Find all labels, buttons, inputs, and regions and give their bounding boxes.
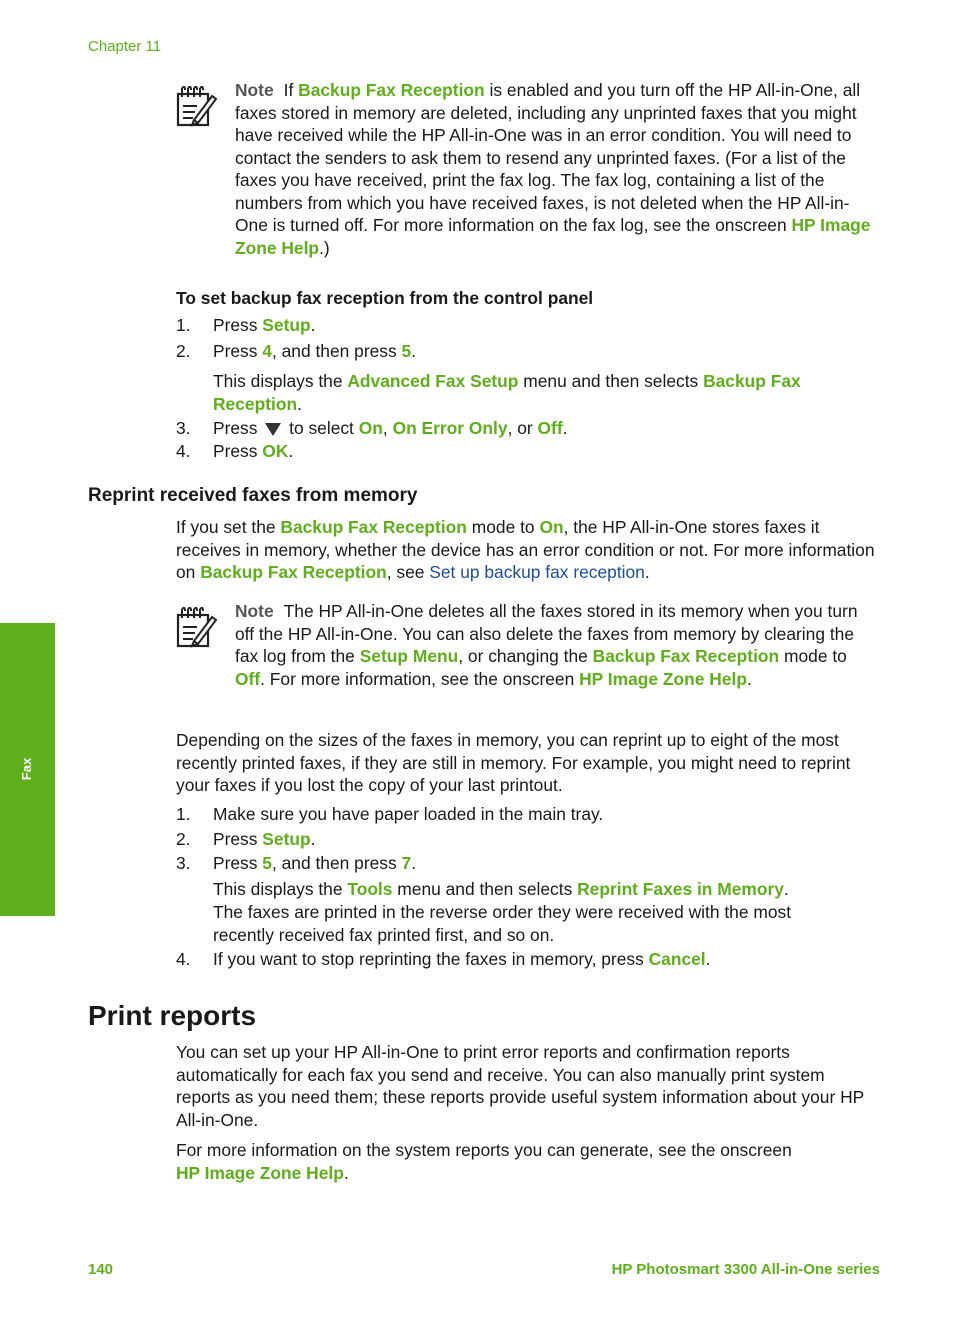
section-heading-reprint: Reprint received faxes from memory <box>88 485 418 506</box>
step-text: menu and then selects <box>392 878 578 899</box>
step-text: . <box>411 340 417 361</box>
step-text: . <box>297 393 302 414</box>
key-term: 4 <box>262 340 272 361</box>
key-term: OK <box>262 440 289 461</box>
note-text: .) <box>319 237 330 258</box>
para-text: For more information on the system reports you can generate, see the onscreen <box>176 1140 792 1160</box>
step-item <box>176 314 876 337</box>
step-detail <box>213 878 843 901</box>
step-number: 1. <box>176 804 191 824</box>
note-pad-icon <box>176 605 218 649</box>
option-term: Off <box>235 668 261 689</box>
step-item <box>176 340 876 416</box>
backup-steps <box>176 314 876 462</box>
procedure-heading: To set backup fax reception from the control panel <box>176 288 594 308</box>
step-text: Press <box>213 418 263 438</box>
page-number: 140 <box>88 1261 114 1278</box>
step-text: . <box>562 418 568 438</box>
step-number: 4. <box>176 440 191 461</box>
step-item <box>176 417 876 440</box>
step-item <box>176 440 876 463</box>
footer-title: HP Photosmart 3300 All-in-One series <box>611 1261 880 1278</box>
para-text: , the HP All-in-One stores faxes it receives in memory, whether the device has an error condition or not. For more information on <box>176 517 875 582</box>
key-term: 7 <box>401 853 412 873</box>
note-text: , or changing the <box>458 646 593 666</box>
para-text: . <box>644 562 650 582</box>
para-text: mode to <box>466 517 540 537</box>
print-reports-more-info <box>176 1139 876 1184</box>
help-term: HP Image Zone Help <box>235 215 871 258</box>
note-text: mode to <box>779 646 847 666</box>
step-text: This displays the <box>213 371 348 391</box>
step-number: 2. <box>176 340 191 361</box>
para-text: . <box>343 1162 349 1183</box>
chapter-label: Chapter 11 <box>88 38 162 55</box>
note-pad-icon <box>176 84 218 128</box>
step-text: Press <box>213 828 263 849</box>
key-term: Setup <box>262 828 311 849</box>
step-text: , <box>382 418 393 438</box>
menu-term: Reprint Faxes in Memory <box>577 878 784 899</box>
step-text: . <box>705 949 711 969</box>
step-text: Press <box>213 315 263 335</box>
note-text: If <box>283 80 299 100</box>
note-text: The HP All-in-One deletes all the faxes stored in its memory when you turn off the HP All-in-One. You can also delete the faxes from memory by clearing the fax log from the <box>235 601 858 666</box>
step-number: 3. <box>176 418 191 438</box>
menu-term: Tools <box>347 878 393 899</box>
menu-term: Backup Fax Reception <box>298 80 485 100</box>
menu-term: Advanced Fax Setup <box>347 371 519 391</box>
key-term: Cancel <box>648 949 706 969</box>
step-text: , and then press <box>271 853 402 873</box>
step-text: Press <box>213 853 263 873</box>
key-term: 5 <box>401 340 412 361</box>
step-text: Press <box>213 340 263 361</box>
reprint-intro <box>176 516 876 584</box>
side-tab-label: Fax <box>18 757 34 781</box>
step-text: , and then press <box>271 340 402 361</box>
para-text: If you set the <box>176 517 281 537</box>
step-number: 1. <box>176 315 191 335</box>
option-term: On <box>539 517 564 537</box>
option-term: Off <box>537 418 563 438</box>
option-term: On <box>358 418 383 438</box>
note-text: . For more information, see the onscreen <box>260 668 580 689</box>
link-setup-backup[interactable]: Set up backup fax reception <box>429 562 645 582</box>
note-label: Note <box>235 601 274 621</box>
step-text: Make sure you have paper loaded in the main tray. <box>213 804 604 824</box>
note-text: is enabled and you turn off the HP All-in-One, all faxes stored in memory are deleted, including any unprinted faxes that you might have received while the HP All-in-One was in an error condition. You will need to contact the senders to ask them to resend any unprinted faxes. (For a list of the faxes you have received, print the fax log. The fax log, containing a list of the numbers from which you have received faxes, is not deleted when the HP All-in-One is turned off. For more information on the fax log, see the onscreen <box>235 80 861 235</box>
reprint-steps <box>176 803 876 971</box>
menu-term: Setup Menu <box>359 646 459 666</box>
note-backup-reception <box>235 79 880 259</box>
step-number: 2. <box>176 828 191 849</box>
step-text: Press <box>213 440 263 461</box>
step-text: . <box>310 315 316 335</box>
para-text: , see <box>386 562 430 582</box>
step-number: 3. <box>176 853 191 873</box>
step-item <box>176 803 876 826</box>
step-text: menu and then selects <box>518 371 704 391</box>
key-term: Setup <box>262 315 311 335</box>
note-delete-memory <box>235 600 870 690</box>
step-detail <box>213 370 843 415</box>
step-text: , or <box>507 418 538 438</box>
menu-term: Backup Fax Reception <box>200 562 387 582</box>
option-term: On Error Only <box>392 418 508 438</box>
step-text: . <box>288 440 294 461</box>
down-arrow-icon <box>265 423 281 436</box>
key-term: 5 <box>262 853 272 873</box>
step-number: 4. <box>176 949 191 969</box>
menu-term: Backup Fax Reception <box>213 371 801 414</box>
menu-term: Backup Fax Reception <box>592 646 780 666</box>
step-text: to select <box>284 418 359 438</box>
step-item <box>176 852 876 946</box>
step-detail: The faxes are printed in the reverse order they were received with the most recently received fax printed first, and so on. <box>213 902 792 945</box>
step-text: . <box>310 828 316 849</box>
step-text: If you want to stop reprinting the faxes in memory, press <box>213 949 649 969</box>
reprint-description: Depending on the sizes of the faxes in memory, you can reprint up to eight of the most recently printed faxes, if they are still in memory. For example, you might need to reprint your faxes if you lost the copy of your last printout. <box>176 730 851 795</box>
note-label: Note <box>235 80 274 100</box>
menu-term: Backup Fax Reception <box>280 517 467 537</box>
section-heading-print-reports: Print reports <box>88 1000 257 1031</box>
print-reports-intro: You can set up your HP All-in-One to print error reports and confirmation reports automatically for each fax you send and receive. You can also manually print system reports as you need them; these reports provide useful system information about your HP All-in-One. <box>176 1042 864 1130</box>
step-item <box>176 948 876 971</box>
note-text: . <box>746 668 752 689</box>
step-text: . <box>411 853 417 873</box>
help-term: HP Image Zone Help <box>579 668 747 689</box>
side-tab <box>0 623 55 916</box>
step-text: This displays the <box>213 878 348 899</box>
help-term: HP Image Zone Help <box>176 1162 344 1183</box>
step-item <box>176 828 876 851</box>
step-text: . <box>783 878 789 899</box>
